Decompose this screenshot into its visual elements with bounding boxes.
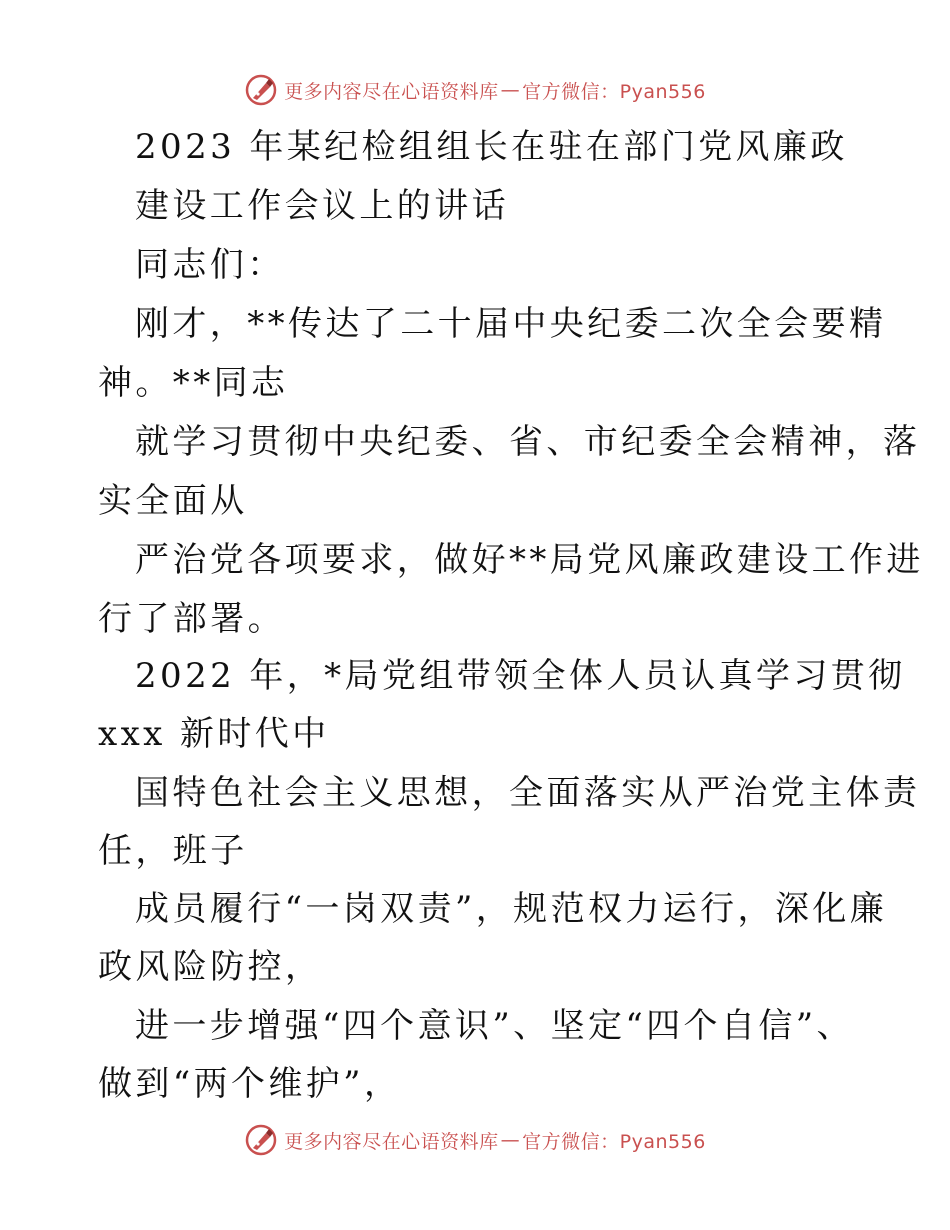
watermark-separator: — xyxy=(500,1129,521,1151)
paragraph-line: 神。**同志 xyxy=(98,363,289,403)
paragraph-line: 实全面从 xyxy=(98,481,248,521)
paragraph-line: 2022 年，*局党组带领全体人员认真学习贯彻 xyxy=(135,656,906,696)
paragraph-line: xxx 新时代中 xyxy=(98,714,330,754)
pen-nib-logo-icon xyxy=(244,1123,278,1157)
paragraph-line: 政风险防控， xyxy=(98,947,323,987)
paragraph-line: 做到“两个维护”， xyxy=(98,1064,402,1104)
document-title-line-2: 建设工作会议上的讲话 xyxy=(135,186,509,226)
watermark-brand-text: 更多内容尽在心语资料库 xyxy=(284,80,499,103)
footer-watermark xyxy=(0,1120,950,1160)
watermark-separator: — xyxy=(500,79,521,101)
paragraph-line: 就学习贯彻中央纪委、省、市纪委全会精神，落 xyxy=(135,422,921,462)
document-title-line-1: 2023 年某纪检组组长在驻在部门党风廉政 xyxy=(135,127,848,167)
paragraph-line: 严治党各项要求，做好**局党风廉政建设工作进 xyxy=(135,540,924,580)
paragraph-line: 行了部署。 xyxy=(98,599,285,639)
paragraph-line: 成员履行“一岗双责”，规范权力运行，深化廉 xyxy=(135,889,888,929)
watermark-wechat-text: 官方微信：Pyan556 xyxy=(522,80,706,103)
watermark-brand-text: 更多内容尽在心语资料库 xyxy=(284,1130,499,1153)
paragraph-line: 进一步增强“四个意识”、坚定“四个自信”、 xyxy=(135,1006,854,1046)
paragraph-line: 任，班子 xyxy=(98,831,248,871)
salutation: 同志们： xyxy=(135,245,285,285)
watermark-wechat-text: 官方微信：Pyan556 xyxy=(522,1130,706,1153)
paragraph-line: 国特色社会主义思想，全面落实从严治党主体责 xyxy=(135,773,921,813)
paragraph-line: 刚才，**传达了二十届中央纪委二次全会要精 xyxy=(135,304,887,344)
